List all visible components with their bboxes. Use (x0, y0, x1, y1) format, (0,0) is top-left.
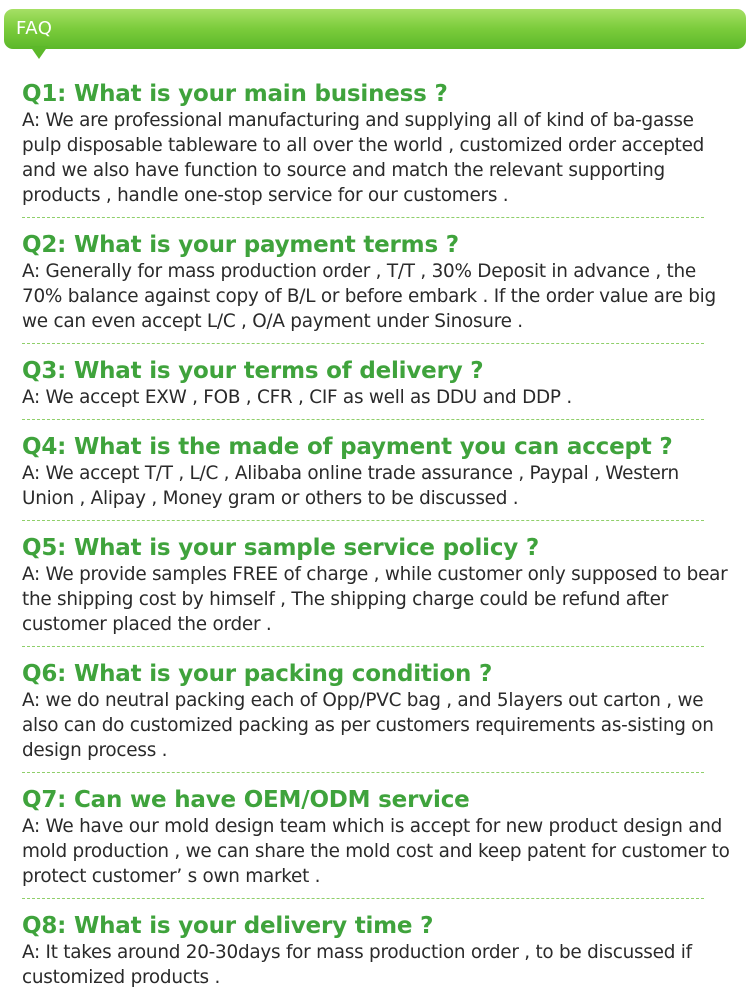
faq-question: Q2: What is your payment terms ? (22, 232, 459, 258)
faq-banner-title: FAQ (16, 18, 53, 39)
faq-item-1 (22, 80, 704, 218)
faq-question: Q7: Can we have OEM/ODM service (22, 787, 470, 813)
faq-banner (4, 9, 746, 49)
faq-question: Q1: What is your main business ? (22, 81, 448, 107)
faq-answer: A: We provide samples FREE of charge , while customer only supposed to bear the shipping cost by himself , The shipping charge could be refund after customer placed the order . (22, 564, 728, 635)
faq-question: Q4: What is the made of payment you can accept ? (22, 434, 673, 460)
faq-question: Q8: What is your delivery time ? (22, 913, 434, 939)
faq-answer: A: It takes around 20-30days for mass production order , to be discussed if customized products . (22, 942, 692, 988)
faq-answer: A: We have our mold design team which is accept for new product design and mold production , we can share the mold cost and keep patent for customer to protect customer’ s own market . (22, 816, 730, 887)
faq-answer: A: We accept EXW , FOB , CFR , CIF as well as DDU and DDP . (22, 387, 572, 408)
faq-item-4 (22, 433, 704, 521)
faq-item-3 (22, 357, 704, 420)
faq-item-5 (22, 534, 728, 647)
faq-item-7 (22, 786, 730, 899)
faq-answer: A: we do neutral packing each of Opp/PVC bag , and 5layers out carton , we also can do customized packing as per customers requirements as-sisting on design process . (22, 690, 714, 761)
faq-item-8 (22, 912, 704, 999)
faq-question: Q6: What is your packing condition ? (22, 661, 493, 687)
faq-item-6 (22, 660, 714, 773)
faq-answer: A: Generally for mass production order , T/T , 30% Deposit in advance , the 70% balance against copy of B/L or before embark . If the order value are big we can even accept L/C , O/A payment under Sinosure . (22, 261, 716, 332)
faq-answer: A: We are professional manufacturing and supplying all of kind of ba-gasse pulp disposable tableware to all over the world , customized order accepted and we also have function to source and match the relevant supporting products , handle one-stop service for our customers . (22, 110, 705, 206)
faq-question: Q5: What is your sample service policy ? (22, 535, 540, 561)
faq-list (22, 80, 732, 999)
faq-question: Q3: What is your terms of delivery ? (22, 358, 484, 384)
faq-banner-pointer (30, 46, 48, 59)
faq-answer: A: We accept T/T , L/C , Alibaba online trade assurance , Paypal , Western Union , Alipay , Money gram or others to be discussed . (22, 463, 679, 509)
faq-item-2 (22, 231, 716, 344)
